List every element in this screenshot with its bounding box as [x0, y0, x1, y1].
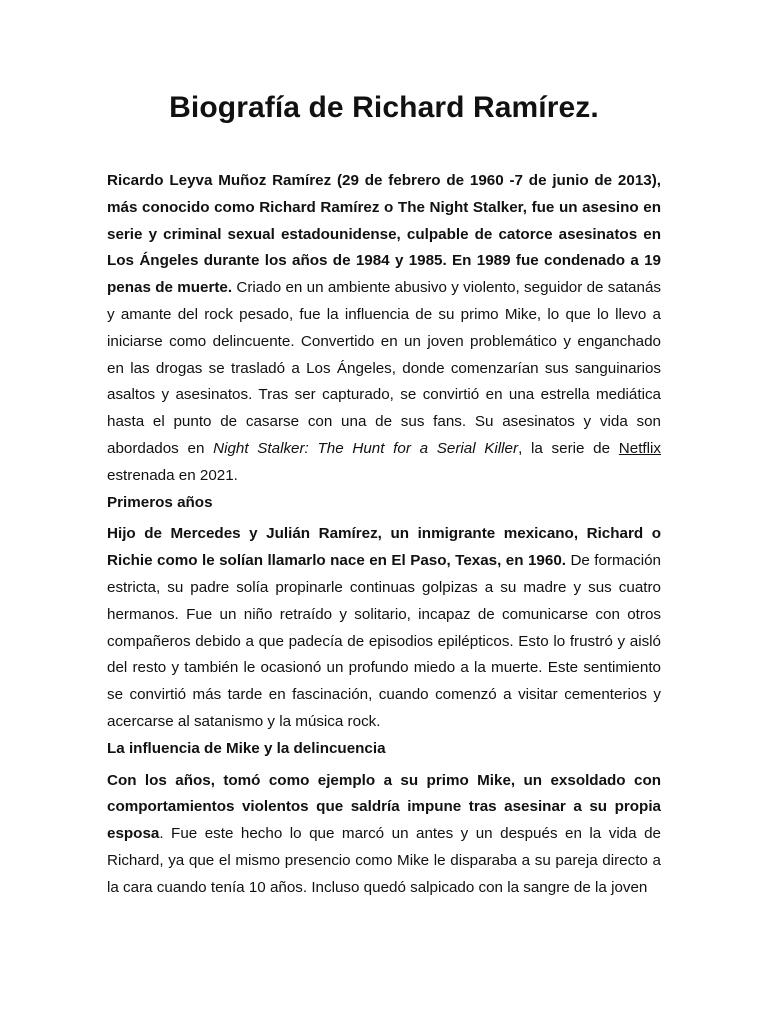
series-title: Night Stalker: The Hunt for a Serial Killer	[213, 439, 519, 457]
paragraph-mike-influence	[107, 768, 661, 902]
netflix-link[interactable]: Netflix	[618, 439, 661, 457]
paragraph-intro-text-3: estrenada en 2021.	[107, 466, 238, 484]
paragraph-intro-text: Criado en un ambiente abusivo y violento, seguidor de satanás y amante del rock pesado, fue la influencia de su primo Mike, lo que lo llevo a iniciarse como delincuente. Convertido en un joven problemático y enganchado en las drogas se trasladó a Los Ángeles, donde comenzarían sus sanguinarios asaltos y asesinatos. Tras ser capturado, se convirtió en una estrella mediática hasta el punto de casarse con una de sus fans. Su asesinatos y vida son abordados en	[107, 279, 661, 457]
paragraph-mike-influence-text: . Fue este hecho lo que marcó un antes y un después en la vida de Richard, ya que el mismo presencio como Mike le disparaba a su pareja directo a la cara cuando tenía 10 años. Incluso quedó salpicado con la sangre de la joven	[107, 825, 661, 896]
paragraph-intro-text-2: , la serie de	[518, 439, 619, 457]
paragraph-early-years-text: De formación estricta, su padre solía propinarle continuas golpizas a su madre y sus cuatro hermanos. Fue un niño retraído y solitario, incapaz de comunicarse con otros compañeros debido a que padecía de episodios epilépticos. Esto lo frustró y aisló del resto y también le ocasionó un profundo miedo a la muerte. Este sentimiento se convirtió más tarde en fascinación, cuando comenzó a visitar cementerios y acercarse al satanismo y la música rock.	[107, 552, 661, 730]
section-heading-early-years: Primeros años	[107, 493, 213, 511]
section-heading-mike-influence: La influencia de Mike y la delincuencia	[107, 739, 386, 757]
paragraph-early-years-bold: Hijo de Mercedes y Julián Ramírez, un inmigrante mexicano, Richard o Richie como le solían llamarlo nace en El Paso, Texas, en 1960.	[107, 525, 661, 570]
paragraph-early-years	[107, 521, 661, 735]
document-title: Biografía de Richard Ramírez.	[169, 91, 599, 124]
paragraph-intro-bold: Ricardo Leyva Muñoz Ramírez (29 de febrero de 1960 -7 de junio de 2013), más conocido como Richard Ramírez o The Night Stalker, fue un asesino en serie y criminal sexual estadounidense, culpable de catorce asesinatos en Los Ángeles durante los años de 1984 y 1985. En 1989 fue condenado a 19 penas de muerte.	[107, 172, 661, 297]
paragraph-mike-influence-bold: Con los años, tomó como ejemplo a su primo Mike, un exsoldado con comportamientos violentos que saldría impune tras asesinar a su propia esposa	[107, 771, 661, 843]
document-body	[107, 168, 661, 902]
paragraph-intro	[107, 168, 661, 490]
